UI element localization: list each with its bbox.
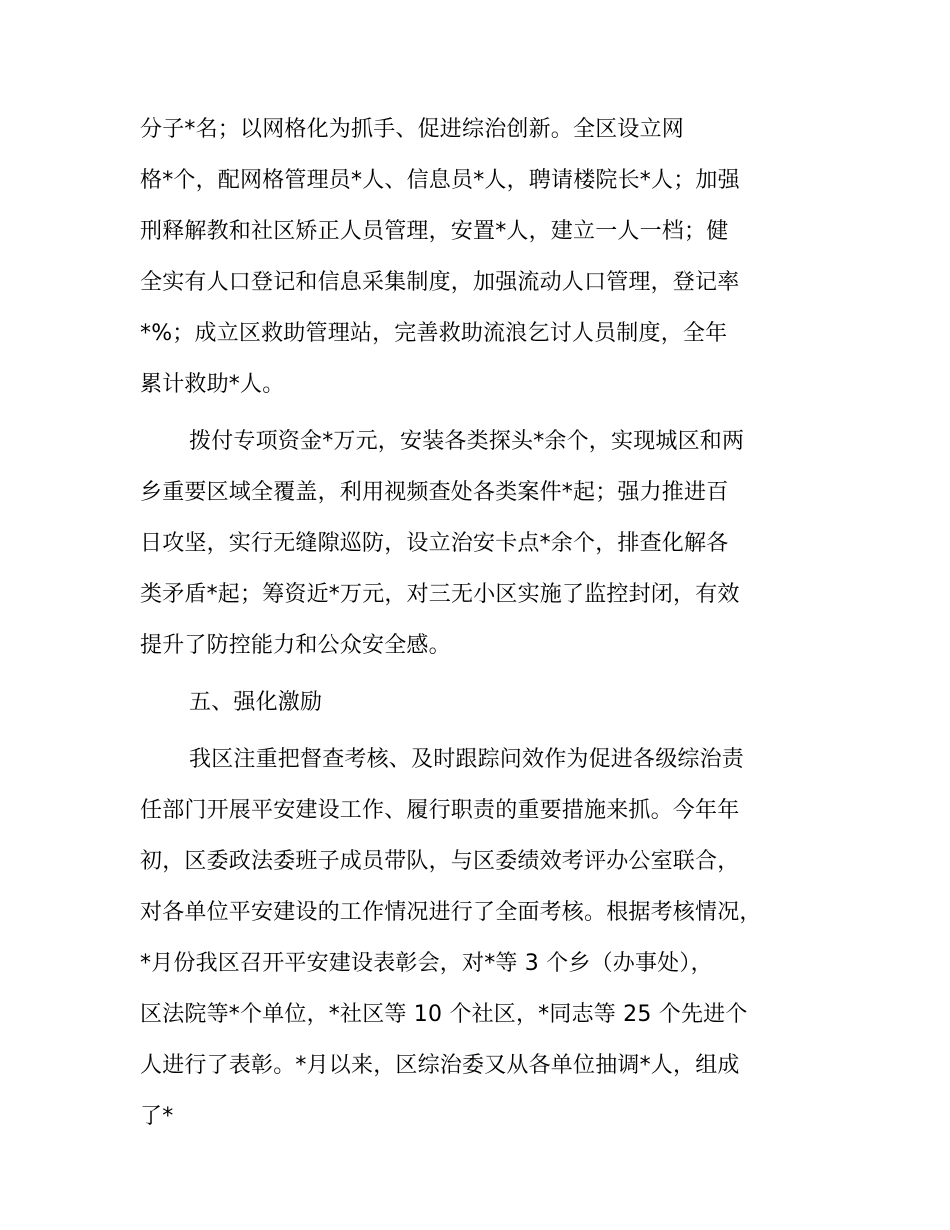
text-line: 刑释解教和社区矫正人员管理，安置*人，建立一人一档；健 — [140, 219, 729, 244]
text-line: 初，区委政法委班子成员带队，与区委绩效考评办公室联合， — [140, 849, 740, 874]
text-line: 我区注重把督查考核、及时跟踪问效作为促进各级综治责 — [189, 747, 745, 772]
text-line: *月份我区召开平安建设表彰会，对*等 3 个乡（办事处）， — [140, 951, 713, 976]
text-line: 了* — [140, 1104, 174, 1129]
text-line: 提升了防控能力和公众安全感。 — [140, 633, 451, 658]
text-line: 对各单位平安建设的工作情况进行了全面考核。根据考核情况， — [140, 900, 762, 925]
text-line: 格*个，配网格管理员*人、信息员*人，聘请楼院长*人；加强 — [140, 168, 740, 193]
section-heading-text: 五、强化激励 — [189, 690, 323, 715]
section-heading — [140, 677, 820, 728]
text-line: 人进行了表彰。*月以来，区综治委又从各单位抽调*人，组成 — [140, 1053, 740, 1078]
text-line: 累计救助*人。 — [140, 372, 285, 397]
text-line: *%；成立区救助管理站，完善救助流浪乞讨人员制度，全年 — [140, 321, 728, 346]
text-line: 拨付专项资金*万元，安装各类探头*余个，实现城区和两 — [189, 429, 745, 454]
text-line: 类矛盾*起；筹资近*万元，对三无小区实施了监控封闭，有效 — [140, 582, 740, 607]
paragraph-3 — [140, 734, 820, 1142]
text-line: 分子*名；以网格化为抓手、促进综治创新。全区设立网 — [140, 117, 685, 142]
text-line: 乡重要区域全覆盖，利用视频查处各类案件*起；强力推进百 — [140, 480, 729, 505]
text-line: 全实有人口登记和信息采集制度，加强流动人口管理，登记率 — [140, 270, 740, 295]
document-body — [140, 104, 820, 1142]
paragraph-2 — [140, 416, 820, 671]
text-line: 区法院等*个单位，*社区等 10 个社区，*同志等 25 个先进个 — [140, 1002, 748, 1027]
text-line: 任部门开展平安建设工作、履行职责的重要措施来抓。今年年 — [140, 798, 740, 823]
paragraph-1 — [140, 104, 820, 410]
text-line: 日攻坚，实行无缝隙巡防，设立治安卡点*余个，排查化解各 — [140, 531, 729, 556]
